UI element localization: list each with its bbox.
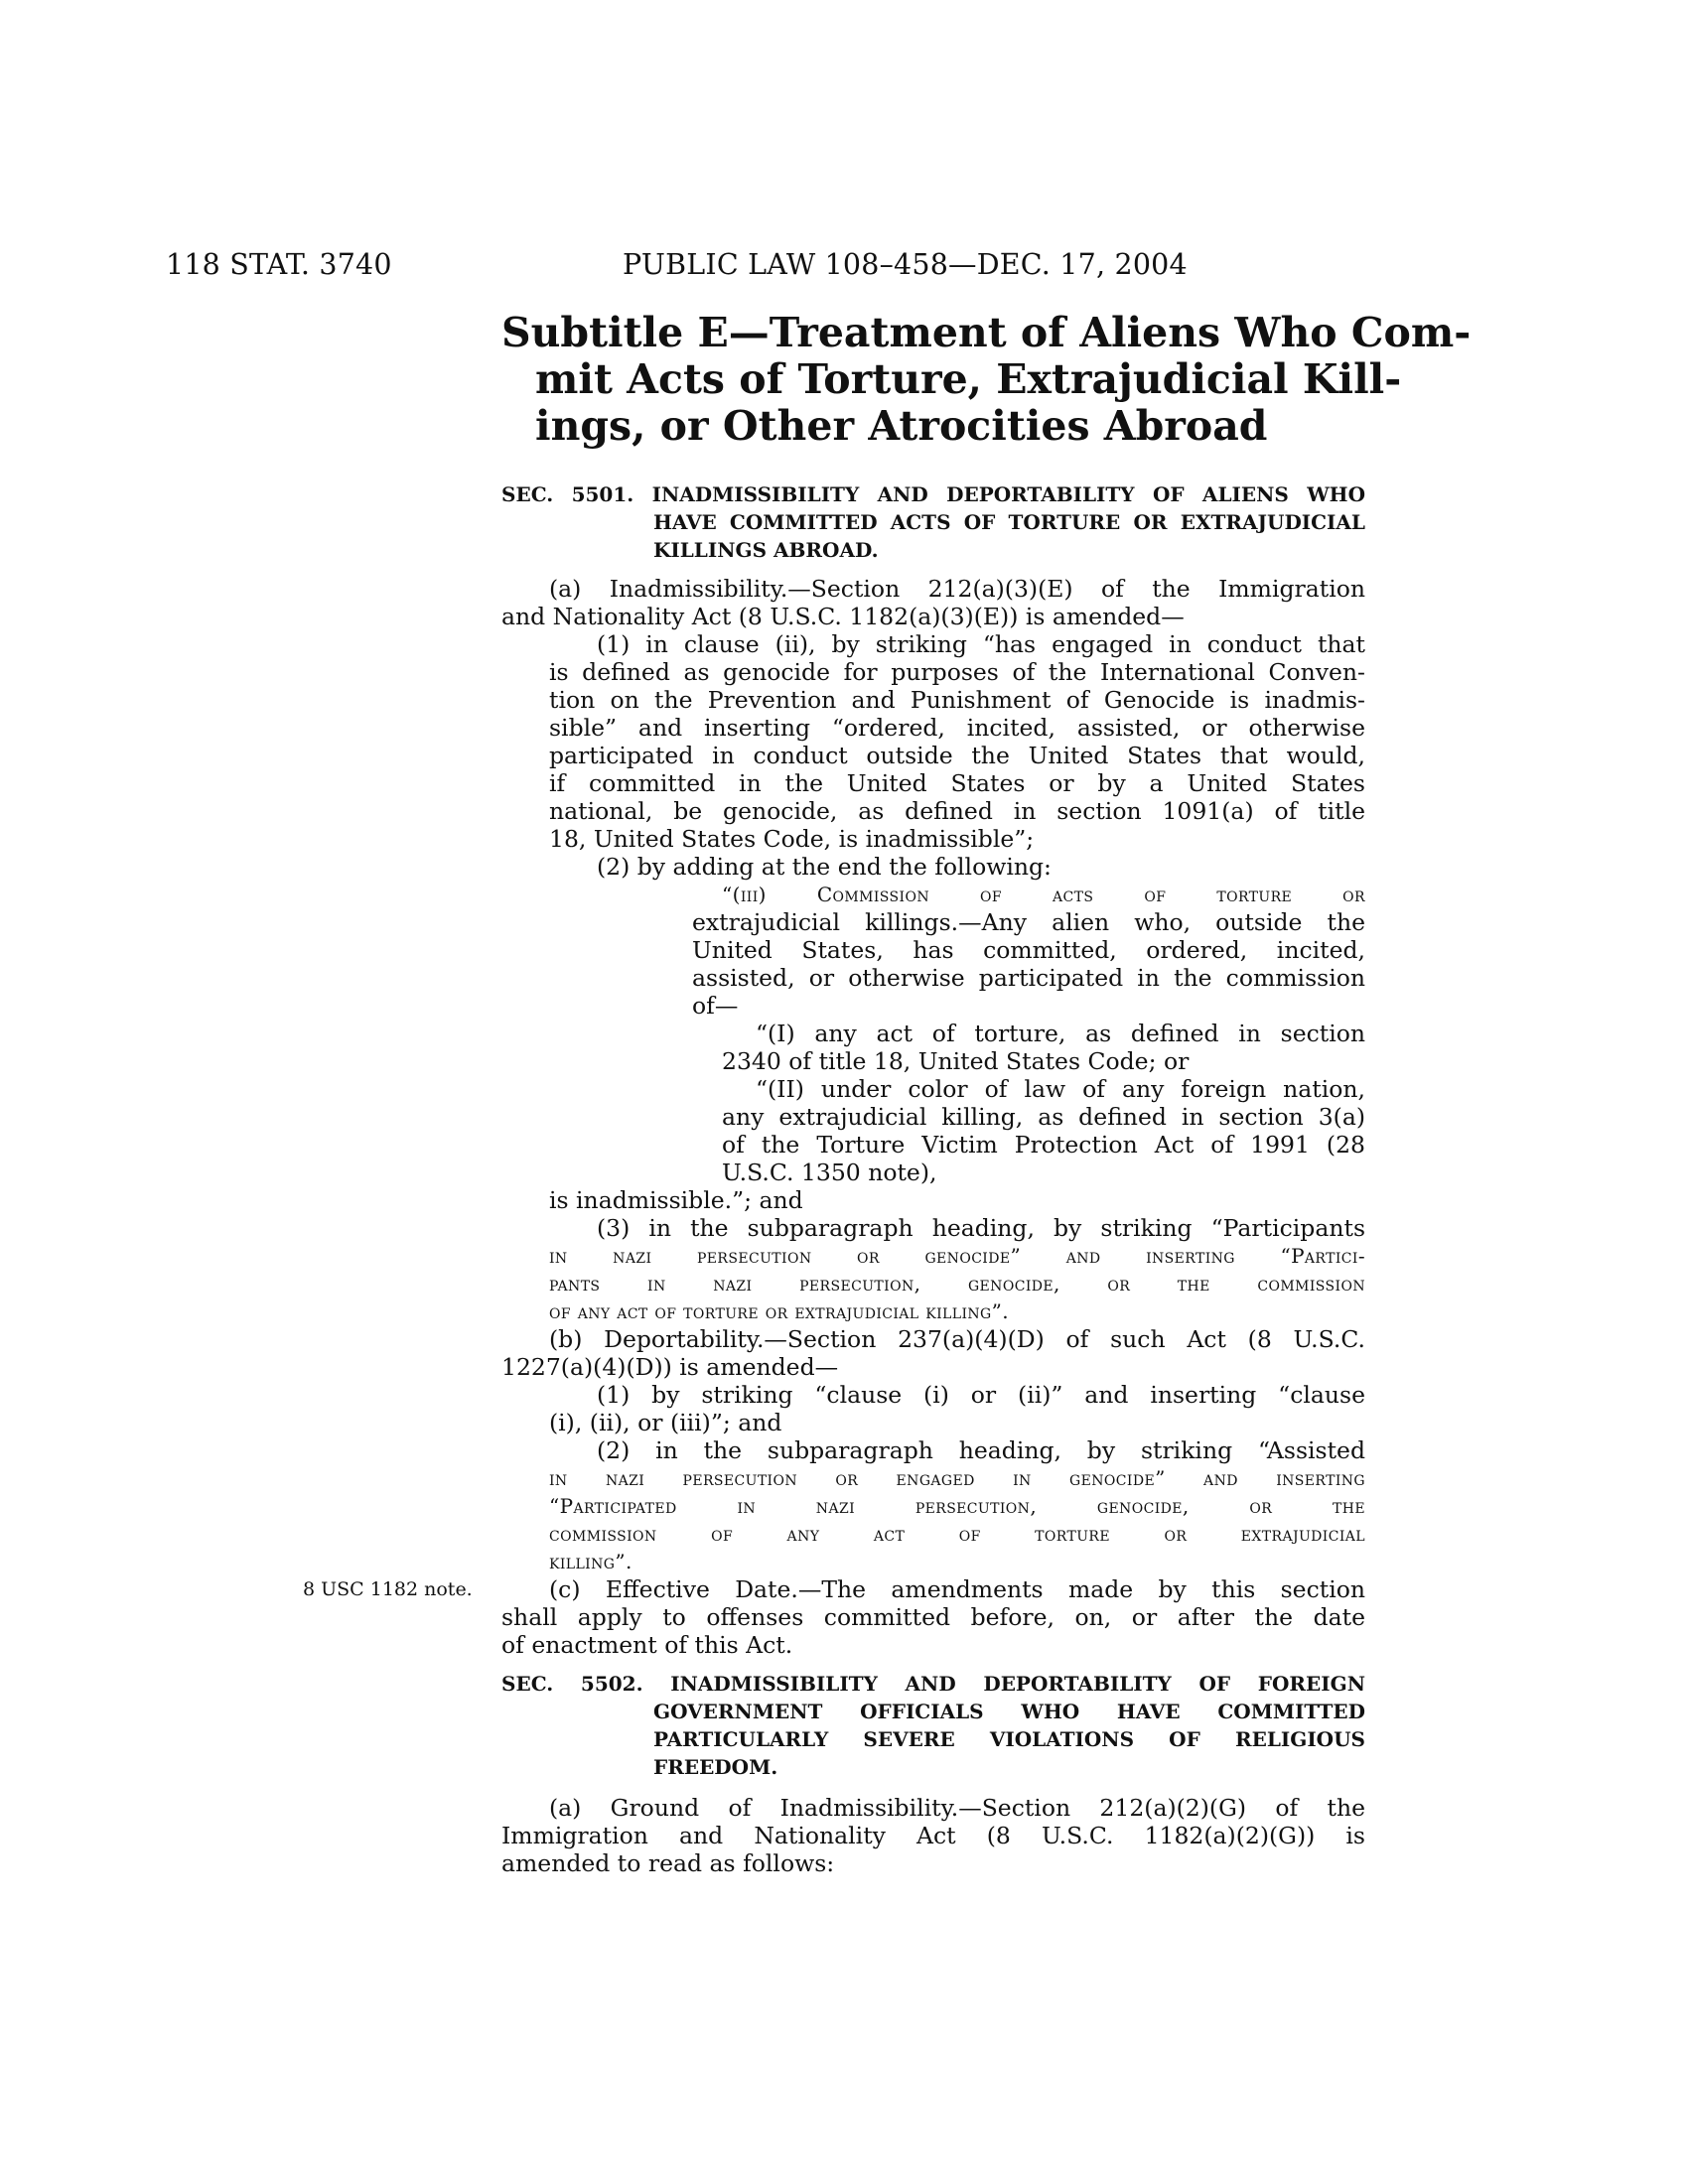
text-line: amended to read as follows: xyxy=(501,1849,835,1877)
text-line: of any act of torture or extrajudicial killing”. xyxy=(549,1299,1009,1323)
text-line: (3) in the subparagraph heading, by striking “Participants xyxy=(597,1214,1365,1242)
text-line: (b) Deportability.—Section 237(a)(4)(D) of such Act (8 U.S.C. xyxy=(549,1325,1365,1353)
text-line: “Participated in nazi persecution, genocide, or the xyxy=(549,1494,1365,1518)
text-line: (i), (ii), or (iii)”; and xyxy=(549,1409,782,1436)
text-line: United States, has committed, ordered, incited, xyxy=(692,936,1365,964)
text-line: (2) by adding at the end the following: xyxy=(597,853,1052,881)
sec-5502-body xyxy=(501,1794,1365,1877)
subtitle-heading xyxy=(501,309,1472,450)
subtitle-line: Subtitle E—Treatment of Aliens Who Com- xyxy=(501,309,1472,356)
text-line: “(II) under color of law of any foreign nation, xyxy=(756,1075,1365,1103)
text-line: killing”. xyxy=(549,1550,633,1573)
sec-5502-heading xyxy=(501,1671,1365,1782)
text-line: 2340 of title 18, United States Code; or xyxy=(722,1047,1190,1075)
public-law-header: PUBLIC LAW 108–458—DEC. 17, 2004 xyxy=(623,248,1188,281)
text-line: (a) Ground of Inadmissibility.—Section 212(a)(2)(G) of the xyxy=(549,1794,1365,1822)
text-line: 1227(a)(4)(D)) is amended— xyxy=(501,1353,839,1381)
sec-5501-heading xyxy=(501,481,1365,565)
sec-5501-body xyxy=(501,575,1365,1659)
text-line: of— xyxy=(692,992,739,1020)
text-line: assisted, or otherwise participated in the commission xyxy=(692,964,1365,992)
text-line: shall apply to offenses committed before, on, or after the date xyxy=(501,1603,1365,1631)
section-heading-line: HAVE COMMITTED ACTS OF TORTURE OR EXTRAJUDICIAL xyxy=(653,510,1365,534)
text-line: if committed in the United States or by a United States xyxy=(549,769,1365,797)
subtitle-line: ings, or Other Atrocities Abroad xyxy=(535,402,1268,450)
text-line: and Nationality Act (8 U.S.C. 1182(a)(3)(E)) is amended— xyxy=(501,603,1185,630)
text-line: (1) in clause (ii), by striking “has engaged in conduct that xyxy=(597,630,1365,658)
text-line: in nazi persecution or genocide” and inserting “Partici- xyxy=(549,1244,1365,1268)
margin-note: 8 USC 1182 note. xyxy=(303,1578,473,1600)
section-heading-line: SEC. 5502. INADMISSIBILITY AND DEPORTABILITY OF FOREIGN xyxy=(501,1672,1365,1696)
text-line: sible” and inserting “ordered, incited, assisted, or otherwise xyxy=(549,714,1365,742)
section-heading-line: PARTICULARLY SEVERE VIOLATIONS OF RELIGIOUS xyxy=(653,1727,1365,1751)
section-heading-line: SEC. 5501. INADMISSIBILITY AND DEPORTABILITY OF ALIENS WHO xyxy=(501,482,1365,506)
text-line: “(iii) Commission of acts of torture or xyxy=(722,883,1365,906)
text-line: extrajudicial killings.—Any alien who, outside the xyxy=(692,908,1365,936)
text-line: (1) by striking “clause (i) or (ii)” and inserting “clause xyxy=(597,1381,1365,1409)
text-line: commission of any act of torture or extrajudicial xyxy=(549,1522,1365,1546)
text-line: (a) Inadmissibility.—Section 212(a)(3)(E) of the Immigration xyxy=(549,575,1365,603)
text-line: “(I) any act of torture, as defined in section xyxy=(756,1020,1365,1047)
text-line: pants in nazi persecution, genocide, or the commission xyxy=(549,1272,1365,1296)
text-line: (c) Effective Date.—The amendments made by this section xyxy=(549,1575,1365,1603)
text-line: is defined as genocide for purposes of the International Conven- xyxy=(549,658,1365,686)
text-line: Immigration and Nationality Act (8 U.S.C. 1182(a)(2)(G)) is xyxy=(501,1822,1365,1849)
section-heading-line: GOVERNMENT OFFICIALS WHO HAVE COMMITTED xyxy=(653,1700,1365,1723)
text-line: (2) in the subparagraph heading, by striking “Assisted xyxy=(597,1436,1365,1464)
text-line: of the Torture Victim Protection Act of 1991 (28 xyxy=(722,1131,1365,1159)
text-line: in nazi persecution or engaged in genocide” and inserting xyxy=(549,1466,1365,1490)
text-line: participated in conduct outside the United States that would, xyxy=(549,742,1365,769)
section-heading-line: FREEDOM. xyxy=(653,1755,778,1779)
text-line: any extrajudicial killing, as defined in section 3(a) xyxy=(722,1103,1365,1131)
page-stat-ref: 118 STAT. 3740 xyxy=(166,248,392,281)
subtitle-line: mit Acts of Torture, Extrajudicial Kill- xyxy=(535,355,1402,403)
section-heading-line: KILLINGS ABROAD. xyxy=(653,538,879,562)
text-line: of enactment of this Act. xyxy=(501,1631,793,1659)
text-line: tion on the Prevention and Punishment of Genocide is inadmis- xyxy=(549,686,1365,714)
text-line: is inadmissible.”; and xyxy=(549,1186,803,1214)
text-line: 18, United States Code, is inadmissible”; xyxy=(549,825,1035,853)
text-line: national, be genocide, as defined in section 1091(a) of title xyxy=(549,797,1365,825)
text-line: U.S.C. 1350 note), xyxy=(722,1159,937,1186)
